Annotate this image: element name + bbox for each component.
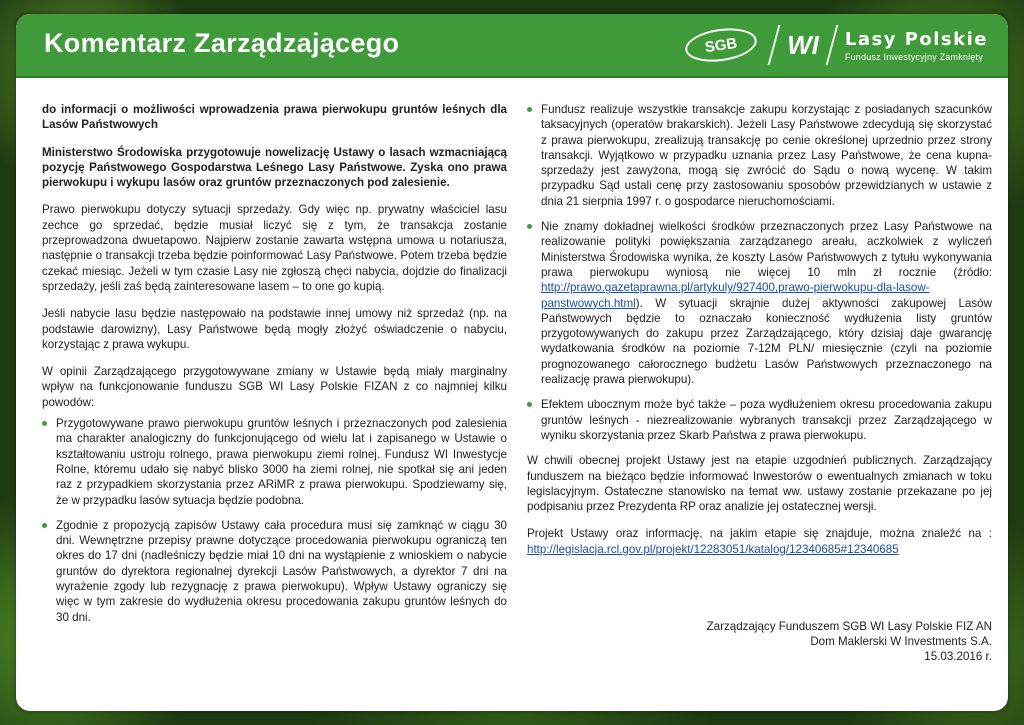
- content-area: [42, 102, 992, 702]
- list-item: Zgodnie z propozycją zapisów Ustawy cała procedura musi się zamknąć w ciągu 30 dni. Wewnętrzne przepisy prawne dotyczące procedowania pierwokupu ograniczą ten okres do 17 dni (nadleśniczy będzie miał 10 dni na wystąpienie z wnioskiem o nabycie gruntów do dyrektora regionalnej dyrekcji Lasów Państwowych, a dyrektor 7 dni na wyrażenie zgody lub rezygnację z prawa pierwokupu). Wpływ Ustawy ograniczy się więc w tym zakresie do wydłużenia okresu procedowania zakupu gruntów leśnych do 30 dni.: [42, 518, 507, 625]
- paragraph: W opinii Zarządzającego przygotowywane zmiany w Ustawie będą miały marginalny wpływ na funkcjonowanie funduszu SGB WI Lasy Polskie FIZAN z co najmniej kilku powodów:: [42, 365, 507, 409]
- lasy-polskie-logo: [845, 29, 988, 62]
- page-title: Komentarz Zarządzającego: [44, 28, 400, 58]
- bullet-list: [42, 416, 507, 625]
- logo-divider: [826, 25, 839, 65]
- intro-title: do informacji o możliwości wprowadzenia prawa pierwokupu gruntów leśnych dla Lasów Państwowych: [42, 103, 507, 132]
- list-item: Przygotowywane prawo pierwokupu gruntów leśnych i przeznaczonych pod zalesienia ma charakter analogiczny do funkcjonującego od wielu lat i zapisanego w Ustawie o kształtowaniu ustroju rolnego, prawa pierwokupu ziemi rolnej. Fundusz WI Inwestycje Rolne, któremu udało się nabyć blisko 3000 ha ziemi rolnej, nie spotkał się ani jeden raz z przypadkiem skorzystania przez ARiMR z prawa pierwokupu. Spodziewamy się, że w przypadku lasów sytuacja będzie podobna.: [42, 416, 507, 508]
- wi-logo: WI: [787, 29, 819, 60]
- list-item: [527, 219, 992, 387]
- lead-paragraph: Ministerstwo Środowiska przygotowuje nowelizację Ustawy o lasach wzmacniającą pozycję Państwowego Gospodarstwa Leśnego Lasy Państwowe. Zyska ono prawa pierwokupu i wykupu lasów oraz gruntów przeznaczonych pod zalesienie.: [42, 145, 507, 190]
- source-link[interactable]: http://prawo.gazetaprawna.pl/artykuly/927400,prawo-pierwokupu-dla-lasow-panstwowych.html: [541, 281, 930, 310]
- left-column: [42, 102, 507, 702]
- signature-line: Zarządzający Funduszem SGB WI Lasy Polskie FIZ AN: [706, 620, 992, 634]
- list-item: Efektem ubocznym może być także – poza wydłużeniem okresu procedowania zakupu gruntów leśnych - niezrealizowanie wybranych transakcji przez Zarządzającego w wyniku skorzystania przez Skarb Państwa z prawa pierwokupu.: [527, 397, 992, 443]
- paragraph-text: Projekt Ustawy oraz informację, na jakim etapie się znajduje, można znaleźć na :: [527, 527, 992, 541]
- paragraph: Prawo pierwokupu dotyczy sytuacji sprzedaży. Gdy więc np. prywatny właściciel lasu zechce go sprzedać, będzie musiał liczyć się z tym, że transakcja zostanie przeprowadzona dwuetapowo. Najpierw zostanie zawarta wstępna umowa u notariusza, następnie o transakcji trzeba będzie poinformować Lasy Państwowe. Potem trzeba będzie czekać miesiąc. Jeżeli w tym czasie Lasy nie zgłoszą chęci nabycia, dojdzie do finalizacji sprzedaży, jeśli zaś będą zainteresowane lasem – to one go kupią.: [42, 203, 507, 293]
- paragraph: Jeśli nabycie lasu będzie następowało na podstawie innej umowy niż sprzedaż (np. na podstawie darowizny), Lasy Państwowe będą mogły złożyć oświadczenie o nabyciu, korzystając z prawa wykupu.: [42, 307, 507, 351]
- paragraph: [527, 526, 992, 557]
- signature-date: 15.03.2016 r.: [924, 650, 992, 664]
- bullet-list: [527, 102, 992, 443]
- paragraph: W chwili obecnej projekt Ustawy jest na etapie uzgodnień publicznych. Zarządzający funduszem na bieżąco będzie informować Inwestorów o ewentualnych zmianach w toku legislacyjnym. Ostateczne stanowisko na temat ww. ustawy zostanie przekazane po jej podpisaniu przez Prezydenta RP oraz analizie jej ostatecznej wersji.: [527, 454, 992, 514]
- brand-subtitle: Fundusz Inwestycyjny Zamknięty: [844, 51, 983, 62]
- sgb-logo: SGB: [683, 24, 759, 66]
- document-panel: [16, 14, 1008, 711]
- logo-group: [685, 22, 988, 68]
- header-bar: [16, 14, 1008, 78]
- signature-line: Dom Maklerski W Investments S.A.: [810, 635, 992, 649]
- list-item-text: ). W sytuacji skrajnie dużej aktywności zakupowej Lasów Państwowych będzie to oznaczało konieczność wydłużenia listy gruntów przygotowywanych do zakupu przez Zarządzającego, który dzisiaj daje gwarancję wydatkowania środków na poziomie 7-12M PLN/ miesięcznie (czyli na poziomie prognozowanego całorocznego budżetu Lasów Państwowych przeznaczonego na realizację prawa pierwokupu).: [541, 296, 992, 387]
- list-item-text: Nie znamy dokładnej wielkości środków przeznaczonych przez Lasy Państwowe na realizowanie polityki powiększania zarządzanego areału, aczkolwiek z wyliczeń Ministerstwa Środowiska wynika, że koszty Lasów Państwowych z tytułu wykonywania prawa pierwokupu wyniosą nie więcej 10 mln zł rocznie (źródło:: [541, 220, 992, 279]
- list-item: Fundusz realizuje wszystkie transakcje zakupu korzystając z posiadanych szacunków taksacyjnych (operatów brakarskich). Jeżeli Lasy Państwowe zdecydują się skorzystać z prawa pierwokupu, zrealizują transakcję po cenie określonej uprzednio przez strony transakcji. Wyjątkowo w przypadku uznania przez Lasy Państwowe, że cena kupna-sprzedaży jest zawyżona, mogą się zwrócić do Sądu o nową wycenę. W takim przypadku Sąd ustali cenę przy zastosowaniu sposobów przewidzianych w ustawie z dnia 21 sierpnia 1997 r. o gospodarce nieruchomościami.: [527, 102, 992, 209]
- brand-name: Lasy Polskie: [844, 28, 988, 50]
- logo-divider: [768, 25, 781, 65]
- right-column: [527, 102, 992, 702]
- signature-block: [527, 619, 992, 664]
- legislation-link[interactable]: http://legislacja.rcl.gov.pl/projekt/12283051/katalog/12340685#12340685: [527, 542, 899, 556]
